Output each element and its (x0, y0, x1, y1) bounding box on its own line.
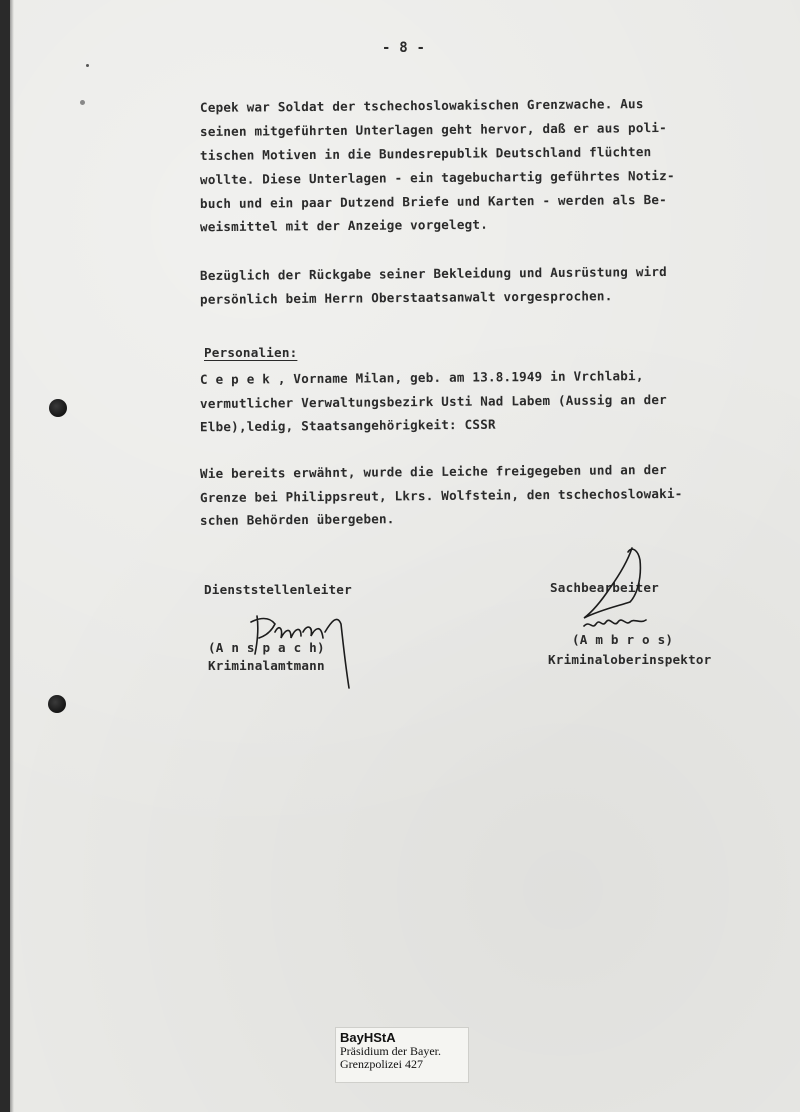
signature-title-right: Kriminaloberinspektor (548, 652, 712, 667)
hole-punch-lower (48, 695, 66, 713)
paragraph-line: Grenze bei Philippsreut, Lkrs. Wolfstein, den tschechoslowaki- (199, 485, 683, 506)
hole-punch-upper (49, 399, 67, 417)
signature-name-left: (A n s p a c h) (208, 640, 325, 655)
page-edge-shadow (10, 0, 14, 1112)
personalien-heading: Personalien: (204, 345, 298, 360)
paragraph-line: wollte. Diese Unterlagen - ein tagebuchartig geführtes Notiz- (199, 167, 675, 188)
paragraph-line: seinen mitgeführten Unterlagen geht hervor, daß er aus poli- (199, 119, 667, 140)
paragraph-line: Elbe),ledig, Staatsangehörigkeit: CSSR (199, 416, 496, 435)
archive-stamp (335, 1027, 469, 1083)
archive-stamp-line-1: Präsidium der Bayer. (340, 1044, 441, 1058)
archive-stamp-line-2: Grenzpolizei 427 (340, 1057, 423, 1071)
paragraph-line: schen Behörden übergeben. (199, 511, 395, 528)
signature-role-right: Sachbearbeiter (550, 580, 659, 595)
paragraph-line: Bezüglich der Rückgabe seiner Bekleidung und Ausrüstung wird (199, 263, 667, 284)
signature-name-right: (A m b r o s) (572, 632, 674, 647)
paragraph-line: Wie bereits erwähnt, wurde die Leiche freigegeben und an der (199, 461, 667, 482)
paragraph-line: C e p e k , Vorname Milan, geb. am 13.8.1949 in Vrchlabi, (199, 368, 644, 387)
margin-speck (80, 100, 85, 105)
page-number: - 8 - (382, 40, 426, 56)
archive-stamp-title: BayHStA (340, 1030, 396, 1045)
signature-role-left: Dienststellenleiter (204, 582, 352, 597)
paragraph-line: persönlich beim Herrn Oberstaatsanwalt vorgesprochen. (199, 288, 613, 307)
signature-title-left: Kriminalamtmann (208, 658, 325, 673)
paragraph-line: buch und ein paar Dutzend Briefe und Karten - werden als Be- (199, 191, 667, 212)
paragraph-line: weismittel mit der Anzeige vorgelegt. (199, 216, 488, 235)
handwritten-signature-right (570, 540, 680, 635)
handwritten-signature-left (245, 602, 355, 692)
paragraph-line: vermutlicher Verwaltungsbezirk Usti Nad Labem (Aussig an der (199, 391, 667, 412)
paragraph-line: tischen Motiven in die Bundesrepublik Deutschland flüchten (199, 144, 652, 163)
margin-speck (86, 64, 89, 67)
paragraph-line: Cepek war Soldat der tschechoslowakischen Grenzwache. Aus (199, 96, 644, 115)
document-page (10, 0, 800, 1112)
